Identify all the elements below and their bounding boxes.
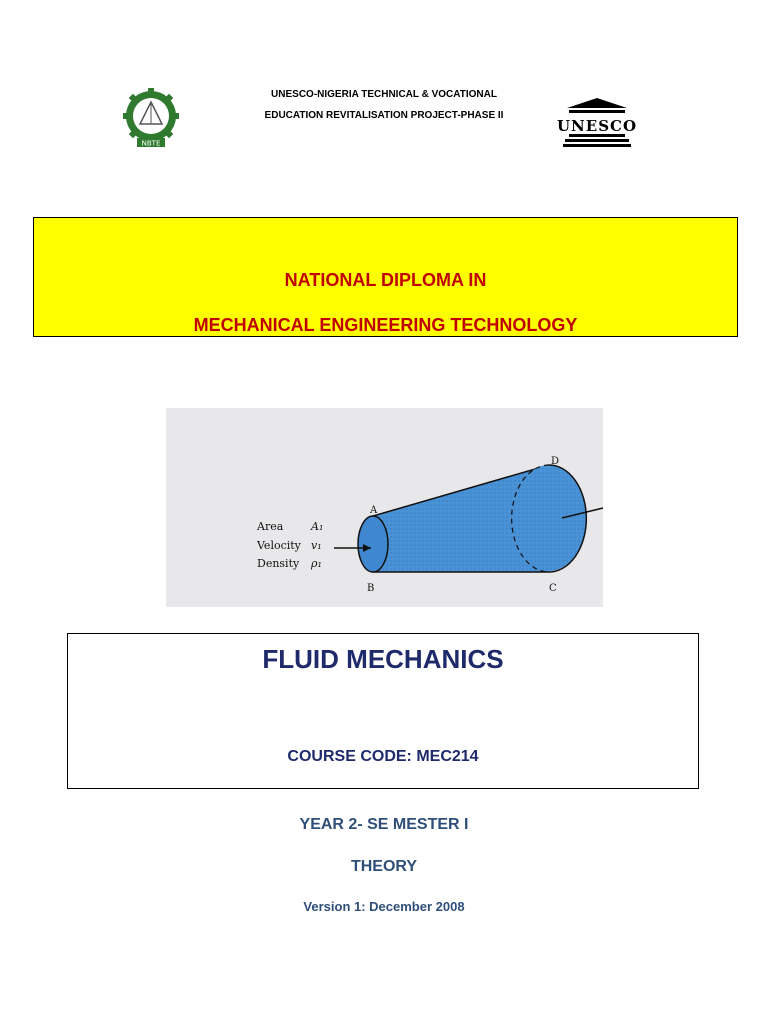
banner-line-2: MECHANICAL ENGINEERING TECHNOLOGY	[193, 315, 578, 335]
year-semester: YEAR 2- SE MESTER I	[299, 816, 469, 833]
course-title-box	[67, 633, 699, 789]
pipe-figure	[166, 408, 603, 607]
area-symbol: A₁	[311, 520, 324, 533]
unesco-logo	[556, 96, 638, 148]
velocity-symbol: v₁	[311, 539, 322, 552]
area-label: Area	[257, 520, 284, 533]
point-c-label: C	[549, 583, 557, 594]
program-banner	[33, 217, 738, 337]
header-line-1: UNESCO-NIGERIA TECHNICAL & VOCATIONAL	[271, 89, 497, 100]
banner-line-1: NATIONAL DIPLOMA IN	[284, 270, 487, 290]
density-label: Density	[257, 557, 300, 570]
course-code: COURSE CODE: MEC214	[287, 748, 479, 765]
point-b-label: B	[367, 583, 375, 594]
pipe-diagram	[166, 408, 603, 607]
point-a-label: A	[370, 505, 378, 516]
header-line-2: EDUCATION REVITALISATION PROJECT-PHASE II	[264, 110, 504, 121]
unesco-logo-text: UNESCO	[556, 117, 638, 135]
course-title: FLUID MECHANICS	[262, 644, 504, 674]
density-symbol: ρ₁	[311, 557, 322, 570]
version-line: Version 1: December 2008	[303, 899, 465, 914]
velocity-label: Velocity	[257, 539, 301, 552]
nbte-logo-text: NBTE	[141, 139, 161, 148]
point-d-label: D	[551, 456, 560, 467]
course-type: THEORY	[350, 858, 418, 875]
